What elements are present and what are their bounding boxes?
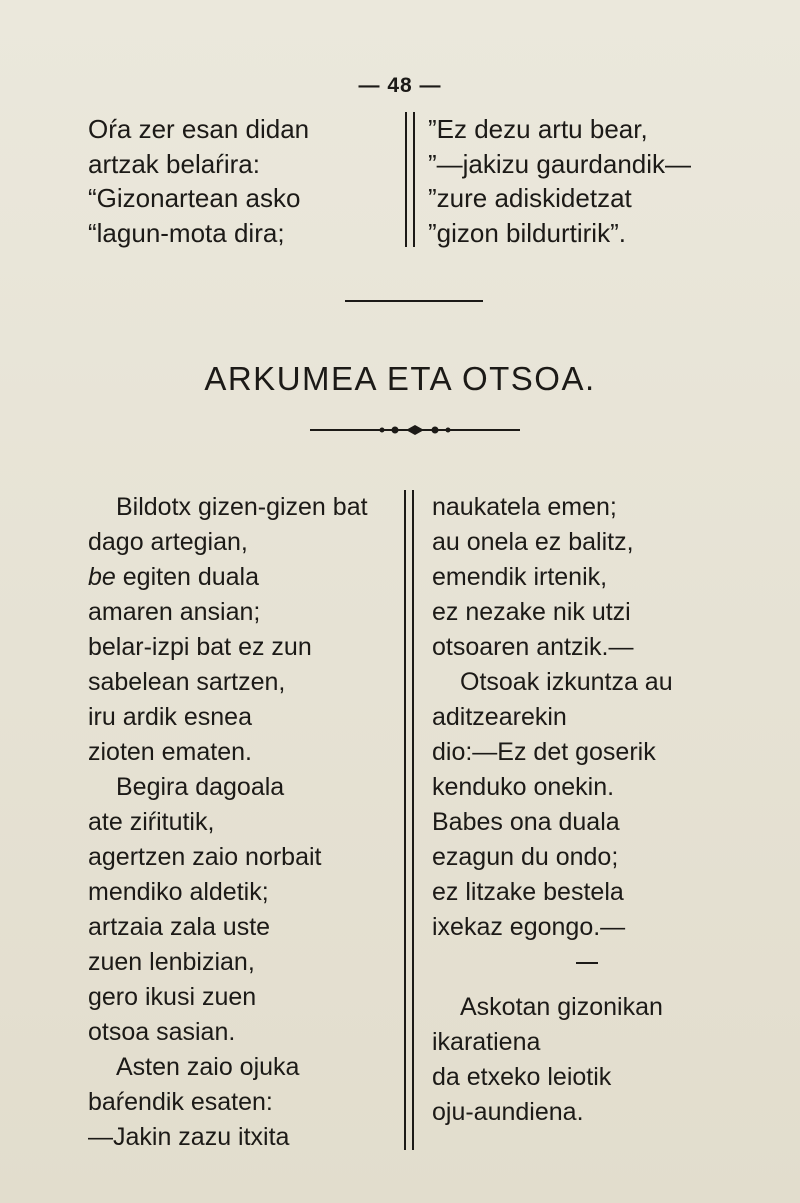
verse-line: zuen lenbizian,	[88, 948, 255, 976]
verse-line: da etxeko leiotik	[432, 1063, 612, 1091]
verse-line: iru ardik esnea	[88, 703, 252, 731]
verse-line: Babes ona duala	[432, 808, 620, 836]
verse-line: ”zure adiskidetzat	[428, 183, 632, 213]
verse-line: be egiten duala	[88, 563, 259, 591]
top-verse-left-column	[88, 112, 309, 250]
page-number: — 48 —	[358, 74, 442, 97]
verse-line: artzak belaŕira:	[88, 148, 260, 179]
verse-line: aditzearekin	[432, 703, 567, 731]
verse-line: Otsoak izkuntza au	[460, 668, 673, 696]
verse-line: Askotan gizonikan	[460, 993, 663, 1021]
fable-moral	[432, 990, 673, 1130]
moral-separator	[432, 945, 673, 980]
verse-line: emendik irtenik,	[432, 563, 608, 591]
top-verse-right-column	[428, 112, 691, 250]
verse-line: ixekaz egongo.—	[432, 913, 626, 941]
title-ornament	[310, 420, 520, 440]
verse-line: “lagun-mota dira;	[88, 217, 285, 248]
verse-line: ”—jakizu gaurdandik—	[428, 148, 692, 179]
verse-line: ezagun du ondo;	[432, 843, 619, 871]
column-divider	[405, 112, 415, 247]
verse-line: —Jakin zazu itxita	[88, 1123, 290, 1151]
verse-line: ”Ez dezu artu bear,	[428, 114, 648, 144]
verse-line: mendiko aldetik;	[88, 878, 269, 906]
verse-line: otsoa sasian.	[88, 1018, 236, 1046]
verse-line: dago artegian,	[88, 528, 248, 556]
verse-line: Bildotx gizen-gizen bat	[116, 493, 368, 521]
fable-left-column	[88, 490, 368, 1155]
verse-line: ez nezake nik utzi	[432, 598, 631, 626]
verse-line: ate ziŕitutik,	[88, 808, 215, 836]
verse-line: ez litzake bestela	[432, 878, 624, 906]
column-divider	[404, 490, 414, 1150]
verse-line: agertzen zaio norbait	[88, 843, 322, 871]
fable-body	[0, 490, 800, 1160]
verse-line: kenduko onekin.	[432, 773, 615, 801]
fable-title: ARKUMEA ETA OTSOA.	[204, 360, 596, 397]
verse-line: amaren ansian;	[88, 598, 261, 626]
verse-line: belar-izpi bat ez zun	[88, 633, 312, 661]
verse-line: baŕendik esaten:	[88, 1088, 273, 1116]
verse-line: artzaia zala uste	[88, 913, 271, 941]
preceding-fable-ending	[0, 112, 800, 252]
verse-line: sabelean sartzen,	[88, 668, 286, 696]
verse-line: Oŕa zer esan didan	[88, 114, 310, 144]
verse-line: Begira dagoala	[116, 773, 285, 801]
fable-right-stanza	[432, 490, 673, 945]
verse-line: ”gizon bildurtirik”.	[428, 217, 626, 248]
fable-right-column	[432, 490, 673, 1130]
emphasis: be	[88, 563, 116, 591]
verse-line: Asten zaio ojuka	[116, 1053, 300, 1081]
verse-line: zioten ematen.	[88, 738, 252, 766]
verse-line: ikaratiena	[432, 1028, 541, 1056]
section-separator	[345, 300, 483, 302]
verse-line: naukatela emen;	[432, 493, 617, 521]
verse-line: gero ikusi zuen	[88, 983, 257, 1011]
verse-line: dio:—Ez det goserik	[432, 738, 656, 766]
verse-line: otsoaren antzik.—	[432, 633, 634, 661]
verse-line: oju-aundiena.	[432, 1098, 584, 1126]
verse-line: “Gizonartean asko	[88, 183, 301, 213]
verse-line: au onela ez balitz,	[432, 528, 634, 556]
